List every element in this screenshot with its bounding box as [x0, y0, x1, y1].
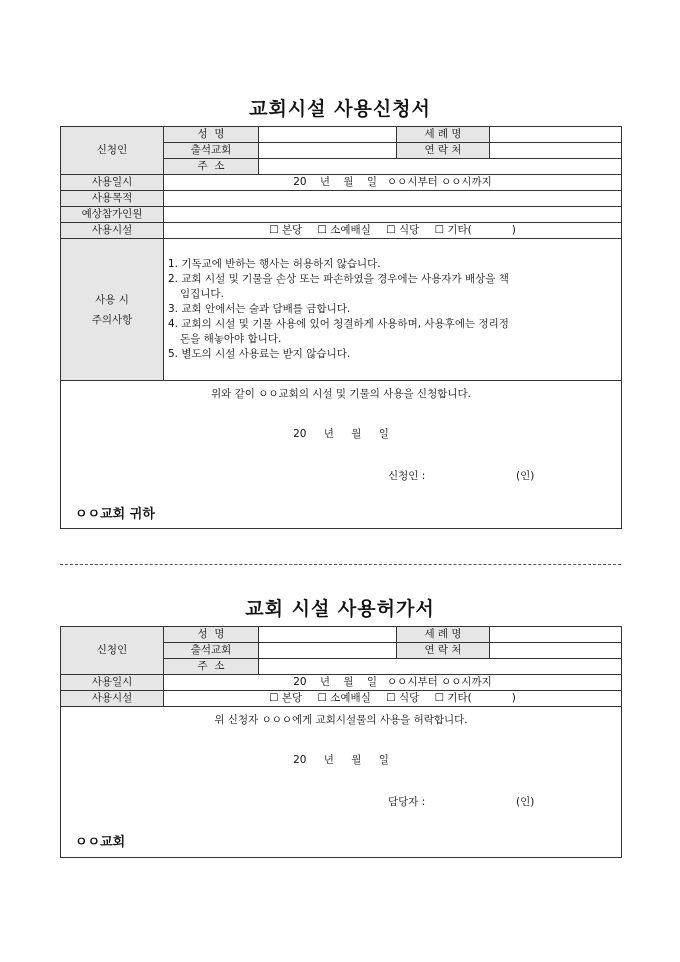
baptism-name-label: 세 례 명: [397, 127, 490, 143]
note-item: 2. 교회 시설 및 기물을 손상 또는 파손하였을 경우에는 사용자가 배상을 책: [168, 273, 509, 285]
contact-field[interactable]: [490, 143, 622, 159]
permit-baptism-name-label: 세 례 명: [397, 627, 490, 643]
permit-address-label: 주 소: [164, 659, 259, 675]
facility-option-other[interactable]: ☐ 기타( ): [434, 224, 516, 236]
application-statement: 위와 같이 ㅇㅇ교회의 시설 및 기물의 사용을 신청합니다.: [211, 388, 471, 400]
permit-baptism-name-field[interactable]: [490, 627, 622, 643]
manager-seal-mark: (인): [516, 796, 535, 808]
permit-facility-option-main-hall[interactable]: ☐ 본당: [269, 692, 303, 704]
permit-datetime-field[interactable]: 20 년 월 일 ㅇㅇ시부터 ㅇㅇ시까지: [164, 675, 622, 691]
permit-name-label: 성 명: [164, 627, 259, 643]
permit-church-field[interactable]: [259, 643, 397, 659]
permit-datetime-label: 사용일시: [61, 675, 164, 691]
permit-declaration: [61, 707, 622, 858]
facility-options: [164, 223, 622, 239]
permit-facility-option-cafeteria[interactable]: ☐ 식당: [386, 692, 420, 704]
notes-label: [61, 239, 164, 381]
name-field[interactable]: [259, 127, 397, 143]
manager-signature-label: 담당자 :: [388, 796, 426, 808]
permit-name-field[interactable]: [259, 627, 397, 643]
permit-facility-option-other[interactable]: ☐ 기타( ): [434, 692, 516, 704]
address-field[interactable]: [259, 159, 622, 175]
permit-contact-field[interactable]: [490, 643, 622, 659]
purpose-label: 사용목적: [61, 191, 164, 207]
church-label: 출석교회: [164, 143, 259, 159]
addressee: ㅇㅇ교회 귀하: [75, 507, 155, 522]
application-date: 20 년 월 일: [293, 428, 389, 440]
permit-facility-label: 사용시설: [61, 691, 164, 707]
note-item: 돈을 해놓아야 합니다.: [180, 333, 282, 345]
permit-facility-options: [164, 691, 622, 707]
permit-statement: 위 신청자 ㅇㅇㅇ에게 교회시설물의 사용을 허락합니다.: [214, 714, 468, 726]
baptism-name-field[interactable]: [490, 127, 622, 143]
applicant-label: 신청인: [61, 127, 164, 175]
note-item: 4. 교회의 시설 및 기물 사용에 있어 청결하게 사용하며, 사용후에는 정리정: [168, 318, 509, 330]
note-item: 1. 기독교에 반하는 행사는 허용하지 않습니다.: [168, 258, 381, 270]
note-item: 임집니다.: [180, 288, 224, 300]
note-item: 3. 교회 안에서는 술과 담배를 금합니다.: [168, 303, 351, 315]
facility-option-small-chapel[interactable]: ☐ 소예배실: [317, 224, 371, 236]
application-form-table: [60, 126, 622, 529]
facility-option-cafeteria[interactable]: ☐ 식당: [386, 224, 420, 236]
facility-label: 사용시설: [61, 223, 164, 239]
name-label: 성 명: [164, 127, 259, 143]
permit-church-label: 출석교회: [164, 643, 259, 659]
permit-applicant-label: 신청인: [61, 627, 164, 675]
datetime-field[interactable]: 20 년 월 일 ㅇㅇ시부터 ㅇㅇ시까지: [164, 175, 622, 191]
applicant-seal-mark: (인): [516, 470, 535, 482]
notes-label-line2: 주의사항: [91, 313, 133, 326]
permit-form-title: 교회 시설 사용허가서: [245, 598, 435, 620]
applicant-signature-label: 신청인 :: [388, 470, 426, 482]
notes-list: [164, 239, 622, 381]
application-declaration: [61, 381, 622, 529]
notes-label-line1: 사용 시: [95, 293, 129, 306]
datetime-label: 사용일시: [61, 175, 164, 191]
attendees-label: 예상참가인원: [61, 207, 164, 223]
permit-form-table: [60, 626, 622, 858]
purpose-field[interactable]: [164, 191, 622, 207]
attendees-field[interactable]: [164, 207, 622, 223]
note-item: 5. 별도의 시설 사용료는 받지 않습니다.: [168, 348, 351, 360]
cut-line: [60, 564, 621, 565]
contact-label: 연 락 처: [397, 143, 490, 159]
address-label: 주 소: [164, 159, 259, 175]
facility-option-main-hall[interactable]: ☐ 본당: [269, 224, 303, 236]
permit-facility-option-small-chapel[interactable]: ☐ 소예배실: [317, 692, 371, 704]
permit-date: 20 년 월 일: [293, 754, 389, 766]
permit-contact-label: 연 락 처: [397, 643, 490, 659]
permit-address-field[interactable]: [259, 659, 622, 675]
issuing-church: ㅇㅇ교회: [75, 835, 126, 850]
church-field[interactable]: [259, 143, 397, 159]
application-form-title: 교회시설 사용신청서: [249, 98, 431, 120]
